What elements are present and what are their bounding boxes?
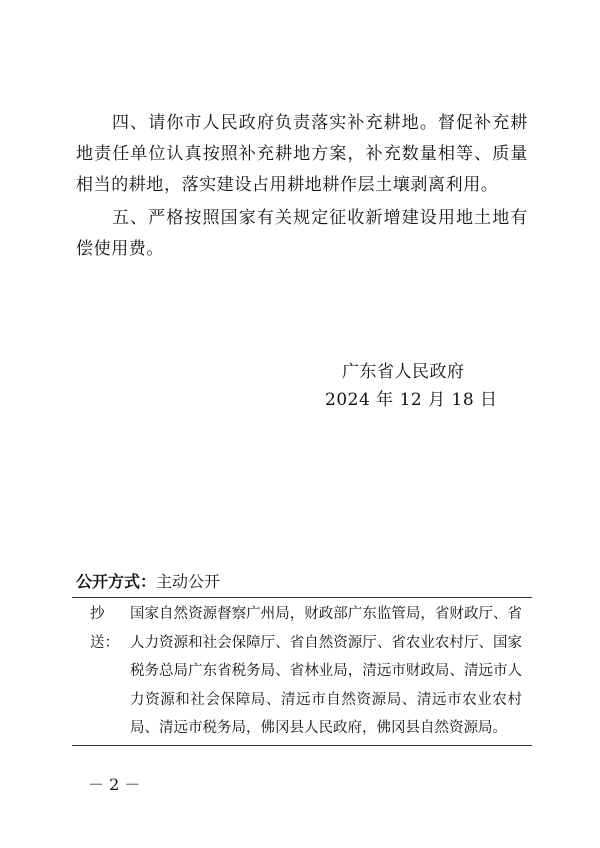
signature-organization: 广东省人民政府	[342, 362, 465, 382]
disclosure-method	[76, 569, 220, 592]
disclosure-value: 主动公开	[156, 572, 221, 591]
cc-label: 抄送：	[90, 606, 119, 651]
signature-date: 2024 年 12 月 18 日	[325, 390, 498, 410]
disclosure-label: 公开方式：	[76, 572, 157, 591]
paragraph-five: 五、严格按照国家有关规定征收新增建设用地土地有偿使用费。	[76, 208, 528, 259]
cc-recipients: 国家自然资源督察广州局，财政部广东监管局，省财政厅、省人力资源和社会保障厅、省自然资源厅、省农业农村厅、国家税务总局广东省税务局、省林业局，清远市财政局、清远市人力资源和社会保障局、清远市自然资源局、清远市农业农村局、清远市税务局，佛冈县人民政府，佛冈县自然资源局。	[130, 606, 522, 736]
cc-top-rule	[72, 597, 532, 598]
paragraph-four: 四、请你市人民政府负责落实补充耕地。督促补充耕地责任单位认真按照补充耕地方案，补充数量相等、质量相当的耕地，落实建设占用耕地耕作层土壤剥离利用。	[76, 113, 528, 195]
cc-block	[90, 600, 522, 743]
cc-bottom-rule	[72, 745, 532, 746]
page-number: － 2 －	[88, 775, 141, 794]
